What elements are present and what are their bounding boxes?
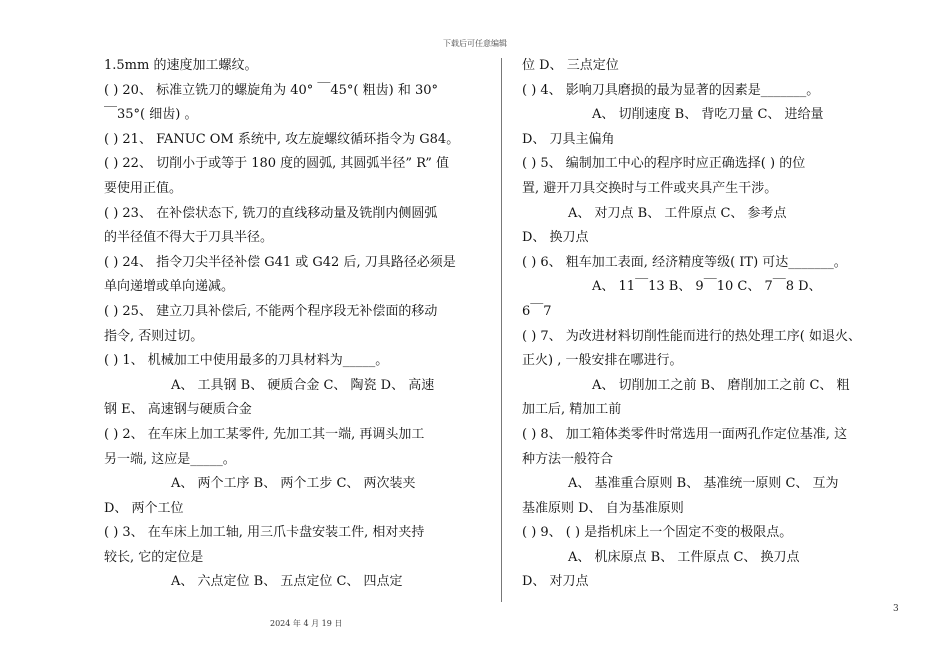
text-line: ( ) 7、 为改进材料切削性能而进行的热处理工序( 如退火、 [522,328,862,344]
text-line: 6￣7 [522,303,552,319]
answer-options-line: A、 机床原点 B、 工件原点 C、 换刀点 [568,549,800,565]
text-line: ( ) 5、 编制加工中心的程序时应正确选择( ) 的位 [522,156,806,172]
text-line: ( ) 6、 粗车加工表面, 经济精度等级( IT) 可达_______。 [522,254,847,270]
right-column [522,54,902,595]
text-line: 较长, 它的定位是 [104,549,204,565]
text-line: 单向递增或单向递减。 [104,279,235,295]
text-line: ( ) 20、 标准立铣刀的螺旋角为 40° ￣45°( 粗齿) 和 30° [104,82,439,98]
answer-options-line: A、 切削速度 B、 背吃刀量 C、 进给量 [592,107,824,123]
text-line: D、 刀具主偏角 [522,131,615,147]
text-line: 要使用正值。 [104,180,183,196]
text-line: 基准原则 D、 自为基准原则 [522,500,684,516]
text-line: 另一端, 这应是_____。 [104,451,236,467]
page-number: 3 [893,604,899,614]
footer-date: 2024 年 4 月 19 日 [270,619,343,628]
text-line: 正火) , 一般安排在哪进行。 [522,353,683,369]
text-line: ( ) 3、 在车床上加工轴, 用三爪卡盘安装工件, 相对夹持 [104,525,425,541]
text-line: ( ) 4、 影响刀具磨损的最为显著的因素是_______。 [522,82,820,98]
text-line: 指令, 否则过切。 [104,328,204,344]
page-header-note: 下载后可任意编辑 [443,39,507,48]
text-line: 种方法一般符合 [522,451,614,467]
text-line: 置, 避开刀具交换时与工件或夹具产生干涉。 [522,180,778,196]
left-column [104,54,484,595]
text-line: D、 两个工位 [104,500,184,516]
text-line: ( ) 8、 加工箱体类零件时常选用一面两孔作定位基准, 这 [522,426,848,442]
text-line: 1.5mm 的速度加工螺纹。 [104,58,258,73]
text-line: 加工后, 精加工前 [522,402,622,418]
answer-options-line: A、 对刀点 B、 工件原点 C、 参考点 [568,205,787,221]
answer-options-line: A、 两个工序 B、 两个工步 C、 两次装夹 [171,476,416,492]
answer-options-line: A、 六点定位 B、 五点定位 C、 四点定 [171,574,403,590]
text-line: D、 换刀点 [522,230,589,246]
answer-options-line: A、 基准重合原则 B、 基准统一原则 C、 互为 [568,476,839,492]
text-line: ( ) 24、 指令刀尖半径补偿 G41 或 G42 后, 刀具路径必须是 [104,254,456,270]
text-line: 的半径值不得大于刀具半径。 [104,230,274,246]
text-line: D、 对刀点 [522,574,589,590]
text-line: ( ) 2、 在车床上加工某零件, 先加工其一端, 再调头加工 [104,426,425,442]
answer-options-line: A、 11￣13 B、 9￣10 C、 7￣8 D、 [592,279,822,295]
answer-options-line: A、 切削加工之前 B、 磨削加工之前 C、 粗 [592,377,850,393]
text-line: ￣35°( 细齿) 。 [104,107,198,123]
text-line: ( ) 9、 ( ) 是指机床上一个固定不变的极限点。 [522,525,793,541]
text-line: ( ) 1、 机械加工中使用最多的刀具材料为_____。 [104,353,389,369]
text-line: 钢 E、 高速钢与硬质合金 [104,402,252,418]
text-line: 位 D、 三点定位 [522,58,619,73]
answer-options-line: A、 工具钢 B、 硬质合金 C、 陶瓷 D、 高速 [171,377,435,393]
text-line: ( ) 25、 建立刀具补偿后, 不能两个程序段无补偿面的移动 [104,303,438,319]
text-line: ( ) 21、 FANUC OM 系统中, 攻左旋螺纹循环指令为 G84。 [104,131,460,147]
column-divider [501,58,502,602]
text-line: ( ) 22、 切削小于或等于 180 度的圆弧, 其圆弧半径” R” 值 [104,156,450,172]
text-line: ( ) 23、 在补偿状态下, 铣刀的直线移动量及铣削内侧圆弧 [104,205,438,221]
